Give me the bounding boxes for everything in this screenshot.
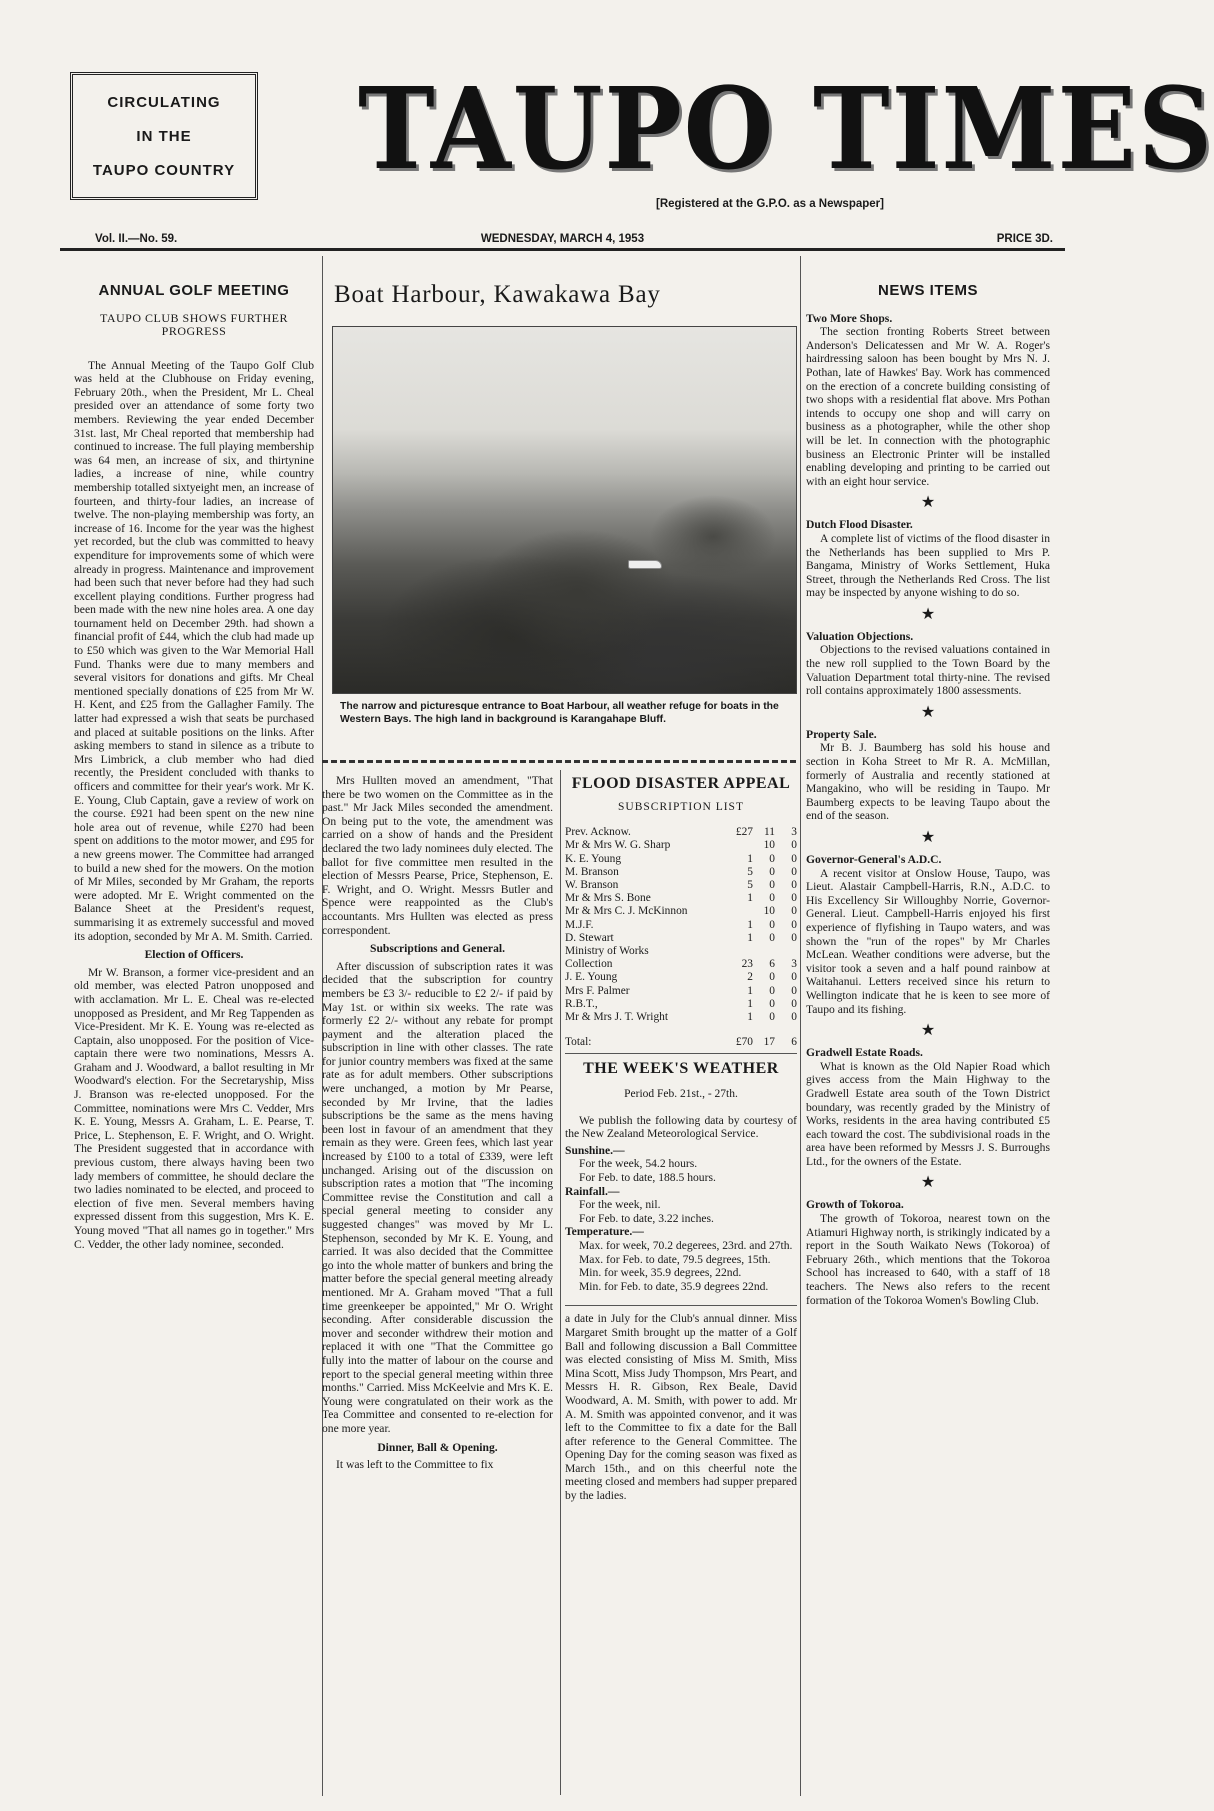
subscription-shillings: 0 <box>769 984 775 997</box>
column-rule-3 <box>800 256 801 1796</box>
golf-paragraph-1: The Annual Meeting of the Taupo Golf Club was held at the Clubhouse on Friday evening, February 20th., when the President, Mr L. Cheal presided over an attendance of some forty two members. Reviewing the year ended December 31st. last, Mr Cheal reported that membership had continued to increase. The full playing membership was 64 men, an increase of six, and thirtynine ladies, a increase of nine, while country membership totalled sixtyeight men, an increase of fourteen, and thirty-four ladies, an increase of twelve. The non-playing membership was forty, an increase of 16. Income for the year was the highest yet recorded, but the club was committed to heavy expenditure for improvements some of which were already in progress. Maintenance and improvement had been such that never before had they had such excellent playing conditions. Further progress had been made with the new nine holes area. A one day tournament held on December 29th. had shown a financial profit of £44, which the club had made up to £50 which was given to the War Memorial Hall Fund. Thanks were due to many members and several visitors for donations and gifts. Mr Cheal mentioned specially donations of £25 from Mr W. H. Kent, and £25 from the Gallagher Family. The latter had expressed a wish that seats be purchased and placed at suitable positions on the links. After asking members to stand in silence as a tribute to Mrs Limbrick, a club member who had died recently, the President concluded with thanks to officers and committee for their year's work. Mr K. E. Young, Club Captain, gave a review of work on the course. £921 had been spent on the new nine hole area out of revenue, while £270 had been spent on additions to the motor mower, and £95 for a new greens mower. The Committee had arranged to build a new shed for the mowers. On the motion of Mr Miles, seconded by Mr Graham, the reports were adopted. Mr E. Wright commented on the Balance Sheet at the President's request, summarising it as extremely successful and moved its adoption, seconded by Mr A. M. Smith. Carried. <box>74 358 314 943</box>
photo-headline: Boat Harbour, Kawakawa Bay <box>334 281 661 308</box>
dateline <box>60 229 1065 251</box>
subscription-shillings: 10 <box>763 905 775 918</box>
star-separator-icon: ★ <box>920 605 936 623</box>
dinner-heading: Dinner, Ball & Opening. <box>377 1440 498 1454</box>
volume-number: Vol. II.—No. 59. <box>95 233 178 245</box>
subscription-pounds: 1 <box>747 852 753 865</box>
total-pence: 6 <box>791 1036 797 1049</box>
subscription-pence: 0 <box>791 971 797 984</box>
weather-rule-bottom <box>565 1305 797 1306</box>
news-item-body: The section fronting Roberts Street between Anderson's Delicatessen and Mr W. A. Roger's hairdressing saloon has been bought by Mrs N. J. Pothan, late of Hawkes' Bay. Work has commenced on the erection of a concrete building consisting of two shops with a residential flat above. Mrs Pothan intends to occupy one shop and will carry on business as a photographer, while the other shop will be let. In connection with the photographic business an Electronic Printer will be installed enabling developing and printing to be carried out with an eight hour service. <box>806 325 1050 488</box>
subscription-shillings: 6 <box>769 958 775 971</box>
golf-paragraph-4: After discussion of subscription rates it was decided that the subscription for country members be £3 3/- reducible to £2 2/- if paid by May 1st. or within six weeks. The rate was formerly £2 2/- without any rebate for prompt payment and the alteration placed the subscription in line with other classes. The rate for junior country members was fixed at the same rate as for adult members. Other subscriptions were unchanged, a motion by Mr Pearse, seconded by Mr Irvine, that the ladies subscriptions be the same as the mens having been lost in favour of an amendment that they remain as they were. Green fees, which last year increased by £100 to a total of £339, were left unchanged. Arising out of the discussion on subscription rates a motion that "The incoming Committee revise the Constitution and call a special general meeting to consider any suggested changes" was moved by Mr L. Stephenson, seconded by Mr K. E. Young, and carried. It was also decided that the Committee go into the whole matter of bunkers and bring the matter before the special general meeting already mentioned. Mr A. Graham moved "That a full time greenkeeper be appointed," Mr O. Wright seconding. After considerable discussion the mover and seconder withdrew their motion and replaced it with one "That the Committee go fully into the matter of labour on the course and report to the special general meeting within three months." Carried. Miss McKeelvie and Mrs K. E. Young were congratulated on their work as the Tea Committee and consented to re-election for one more year. <box>322 959 553 1435</box>
weather-rule-top <box>565 1053 797 1054</box>
total-label: Total: <box>565 1036 592 1049</box>
subscription-pence: 0 <box>791 1011 797 1024</box>
photo-caption: The narrow and picturesque entrance to Boat Harbour, all weather refuge for boats in the Western Bays. The high land in background is Karangahape Bluff. <box>340 701 779 725</box>
golf-paragraph-2: Mr W. Branson, a former vice-president and an old member, was elected Patron unopposed and with acclamation. Mr L. E. Cheal was re-elected unopposed as President, and Mr Reg Tappenden as Vice-President. Mr K. E. Young was re-elected as Captain, also unopposed. For the position of Vice-captain there were two nominations, Messrs A. Graham and J. Woodward, a ballot resulting in Mr Woodward's election. For the Secretaryship, Miss J. Branson was re-elected unopposed. For the Committee, nominations were Mrs C. Vedder, Mrs K. E. Young, Messrs A. Graham, L. E. Pearse, T. Price, L. Stephenson, E. F. Wright, and O. Wright. The President suggested that in accordance with previous custom, there always having been two lady members of committee, he should declare the two ladies nominated to be elected, and proceed to election of five men. Several members having expressed dissent from this suggestion, Mrs K. E. Young moved "That all names go in together." Mrs C. Vedder, the other lady nominee, seconded. <box>74 965 314 1251</box>
news-item-body: A recent visitor at Onslow House, Taupo, was Lieut. Alastair Campbell-Harris, R.N., A.D.C. to His Excellency Sir Willoughby Norrie, Governor-General. Lieut. Campbell-Harris enjoyed his first experience of flyfishing in Taupo waters, and was shown the "run of the ropes" by Mr Charles McLean. Weather conditions were adverse, but the visitor took a seven and a half pound rainbow at Waitahanui. Letters received since his return to Wellington indicate that he is keen to see more of Taupo and its fishing. <box>806 866 1050 1016</box>
subscription-table <box>565 826 797 1049</box>
dashed-divider <box>322 760 796 764</box>
subscription-shillings: 0 <box>769 892 775 905</box>
weather-intro: We publish the following data by courtesy of the New Zealand Meteorological Service. <box>565 1113 797 1141</box>
boat-harbour-photo <box>332 326 797 694</box>
subscription-name: Collection <box>565 958 613 971</box>
subscription-pence: 0 <box>791 997 797 1010</box>
subscription-pence: 0 <box>791 905 797 918</box>
subscription-row <box>565 1011 797 1024</box>
subscription-pence: 3 <box>791 826 797 839</box>
golf-paragraph-5: It was left to the Committee to fix <box>336 1458 494 1472</box>
subscription-pounds <box>723 945 753 958</box>
subscription-row <box>565 971 797 984</box>
subscription-pence: 0 <box>791 839 797 852</box>
subscription-row <box>565 932 797 945</box>
subscription-name: Mr & Mrs J. T. Wright <box>565 1011 669 1024</box>
subscription-pence: 0 <box>791 865 797 878</box>
subscription-pounds: 5 <box>747 879 753 891</box>
rainfall-month: For Feb. to date, 3.22 inches. <box>579 1211 714 1225</box>
news-headline: NEWS ITEMS <box>877 282 978 299</box>
subscription-pounds <box>723 839 753 852</box>
flood-weather-column <box>565 777 797 1795</box>
star-separator-icon: ★ <box>920 494 936 512</box>
news-item-body: Mr B. J. Baumberg has sold his house and section in Koha Street to Mr R. A. McMillan, formerly of Australia and recently stationed at Mangakino, who will be residing in Taupo. Mr Baumberg expects to be leaving Taupo about the end of the season. <box>806 741 1050 823</box>
subscription-pounds <box>723 905 753 918</box>
golf-subheadline: TAUPO CLUB SHOWS FURTHER PROGRESS <box>99 310 288 339</box>
total-shillings: 17 <box>763 1036 775 1049</box>
news-items-list <box>806 312 1050 1308</box>
temp-min-week: Min. for week, 35.9 degrees, 22nd. <box>579 1266 742 1280</box>
rainfall-heading: Rainfall.— <box>565 1184 620 1198</box>
news-item-title: Governor-General's A.D.C. <box>806 853 942 866</box>
issue-date: WEDNESDAY, MARCH 4, 1953 <box>480 233 645 245</box>
weather-headline: THE WEEK'S WEATHER <box>583 1060 779 1078</box>
news-item-body: A complete list of victims of the flood disaster in the Netherlands has been supplied to Mrs P. Bangama, Ministry of Works Settlement, Huka Street, through the Netherlands Red Cross. The list may be inspected by anyone wishing to do so. <box>806 531 1050 600</box>
subscription-pounds: 1 <box>747 1011 753 1024</box>
subscription-row <box>565 866 797 879</box>
column-rule-2 <box>560 770 561 1795</box>
subscription-shillings <box>753 945 775 958</box>
golf-column <box>74 284 314 1789</box>
subscription-row <box>565 958 797 971</box>
news-item-body: The growth of Tokoroa, nearest town on the Atiamuri Highway north, is strikingly indicated by a report in the South Waikato News (Tokoroa) of February 26th., which mentions that the Tokoroa School has increased to 640, with a staff of 18 teachers. The News also refers to the recent formation of the Tokoroa Women's Bowling Club. <box>806 1212 1050 1307</box>
star-separator-icon: ★ <box>920 703 936 721</box>
subscription-name: M.J.F. <box>565 918 594 931</box>
subscription-pounds: 1 <box>747 997 753 1010</box>
sunshine-week: For the week, 54.2 hours. <box>579 1157 698 1171</box>
subscription-shillings: 10 <box>763 839 775 852</box>
election-heading: Election of Officers. <box>144 948 244 962</box>
circulating-line-2: IN THE <box>136 127 192 145</box>
news-item-title: Dutch Flood Disaster. <box>806 518 913 532</box>
subscription-shillings: 0 <box>769 865 775 878</box>
sunshine-heading: Sunshine.— <box>565 1143 625 1157</box>
subscription-name: Ministry of Works <box>565 945 649 958</box>
subscription-shillings: 11 <box>764 826 775 839</box>
subscription-pounds: 5 <box>747 865 753 878</box>
flood-subheadline: SUBSCRIPTION LIST <box>618 800 744 813</box>
registered-notice: [Registered at the G.P.O. as a Newspaper] <box>656 198 884 210</box>
star-separator-icon: ★ <box>920 1022 936 1040</box>
subscription-shillings: 0 <box>769 1011 775 1024</box>
subscription-name: M. Branson <box>565 865 619 878</box>
news-item-title: Property Sale. <box>806 727 877 741</box>
subscription-row <box>565 879 797 892</box>
subscription-pounds: 23 <box>741 958 753 971</box>
subscription-name: W. Branson <box>565 879 619 891</box>
subscription-name: Mr & Mrs C. J. McKinnon <box>565 905 688 918</box>
subscription-total-row <box>565 1024 797 1049</box>
news-item-body: Objections to the revised valuations contained in the new roll supplied to the Town Board by the Valuation Department total thirty-nine. The revised roll contains approximately 1800 assessments. <box>806 643 1050 698</box>
subscription-shillings: 0 <box>769 879 775 891</box>
subscription-pounds: 1 <box>747 931 753 944</box>
flood-headline: FLOOD DISASTER APPEAL <box>571 775 791 792</box>
subscription-row <box>565 892 797 905</box>
temperature-heading: Temperature.— <box>565 1225 644 1239</box>
temp-max-week: Max. for week, 70.2 degerees, 23rd. and 27th. <box>579 1238 793 1252</box>
news-item-title: Valuation Objections. <box>806 629 914 643</box>
subscription-name: D. Stewart <box>565 931 614 944</box>
masthead-title: TAUPO TIMES <box>358 64 1214 195</box>
golf-paragraph-3: Mrs Hullten moved an amendment, "That there be two women on the Committee as in the past." Mr Jack Miles seconded the amendment. On being put to the vote, the amendment was carried on a show of hands and the President declared the two lady nominees duly elected. The ballot for five committee men resulted in the election of Messrs Pearse, Price, Stephenson, E. F. Wright, and O. Wright. Messrs Butler and Spence were reappointed as the Club's accountants. Mrs Hullten was elected as press correspondent. <box>322 774 553 937</box>
subscription-pounds: 1 <box>747 984 753 997</box>
subscription-name: K. E. Young <box>565 852 622 865</box>
weather-period: Period Feb. 21st., - 27th. <box>624 1088 738 1101</box>
subscription-row <box>565 985 797 998</box>
news-item-title: Gradwell Estate Roads. <box>806 1046 923 1060</box>
sunshine-month: For Feb. to date, 188.5 hours. <box>579 1171 716 1184</box>
circulating-line-1: CIRCULATING <box>107 93 221 111</box>
subscription-row <box>565 919 797 932</box>
subscription-name: Mr & Mrs S. Bone <box>565 892 651 905</box>
circulating-box <box>70 72 258 200</box>
subscription-shillings: 0 <box>769 931 775 944</box>
golf-paragraph-6: a date in July for the Club's annual dinner. Miss Margaret Smith brought up the matter of a Golf Ball and following discussion a Ball Committee was elected consisting of Miss M. Smith, Miss Mina Scott, Miss Judy Thompson, Mrs Peart, and Messrs H. R. Gibson, Rex Beale, David Woodward, A. M. Smith, with power to add. Mr A. M. Smith was appointed convenor, and it was left to the Committee to fix a date for the Ball after reference to the General Committee. The Opening Day for the coming season was fixed as March 15th., and on this cheerful note the meeting closed and members had supper prepared by the ladies. <box>565 1312 797 1503</box>
subscription-pounds: £27 <box>735 826 753 839</box>
boat-shape <box>628 560 662 569</box>
subscription-row <box>565 853 797 866</box>
subscription-row <box>565 826 797 839</box>
subscription-pounds: 1 <box>747 892 753 905</box>
total-pounds: £70 <box>735 1036 753 1049</box>
subscription-name: Mrs F. Palmer <box>565 984 630 997</box>
subscription-pence: 3 <box>791 958 797 971</box>
news-item-title: Growth of Tokoroa. <box>806 1198 904 1212</box>
news-item-body: What is known as the Old Napier Road which gives access from the Main Highway to the Gradwell Estate area south of the Town District boundary, was recently graded by the Ministry of Works, residents in the area having contributed £5 each toward the cost. The subdivisional roads in the area have been reformed by Messrs J. S. Burroughs Ltd., for the owners of the Estate. <box>806 1059 1050 1168</box>
golf-continuation-column <box>322 774 553 1794</box>
subscription-row <box>565 905 797 918</box>
golf-headline: ANNUAL GOLF MEETING <box>98 282 290 299</box>
circulating-line-3: TAUPO COUNTRY <box>92 161 236 179</box>
subscription-pence: 0 <box>791 931 797 944</box>
subscription-pence: 0 <box>791 852 797 865</box>
temp-min-month: Min. for Feb. to date, 35.9 degrees 22nd. <box>579 1279 769 1293</box>
subscription-row <box>565 998 797 1011</box>
news-column <box>806 284 1050 1789</box>
subscription-shillings: 0 <box>769 997 775 1010</box>
subscription-pounds: 1 <box>747 918 753 931</box>
subscriptions-heading: Subscriptions and General. <box>370 942 505 956</box>
subscription-pence: 0 <box>791 984 797 997</box>
subscription-pence: 0 <box>791 918 797 931</box>
temp-max-month: Max. for Feb. to date, 79.5 degrees, 15th. <box>579 1252 771 1266</box>
subscription-pounds: 2 <box>747 971 753 984</box>
subscription-name: J. E. Young <box>565 971 618 984</box>
subscription-pence: 0 <box>791 879 797 891</box>
subscription-shillings: 0 <box>769 971 775 984</box>
subscription-row <box>565 839 797 852</box>
issue-price: PRICE 3D. <box>996 233 1053 245</box>
subscription-name: Mr & Mrs W. G. Sharp <box>565 839 671 852</box>
subscription-shillings: 0 <box>769 918 775 931</box>
subscription-row <box>565 945 797 958</box>
news-item-title: Two More Shops. <box>806 311 893 325</box>
subscription-name: R.B.T., <box>565 997 598 1010</box>
star-separator-icon: ★ <box>920 1174 936 1192</box>
subscription-shillings: 0 <box>769 852 775 865</box>
star-separator-icon: ★ <box>920 829 936 846</box>
rainfall-week: For the week, nil. <box>579 1198 661 1212</box>
subscription-pence: 0 <box>791 892 797 905</box>
subscription-pence <box>775 945 797 958</box>
subscription-name: Prev. Acknow. <box>565 826 631 839</box>
